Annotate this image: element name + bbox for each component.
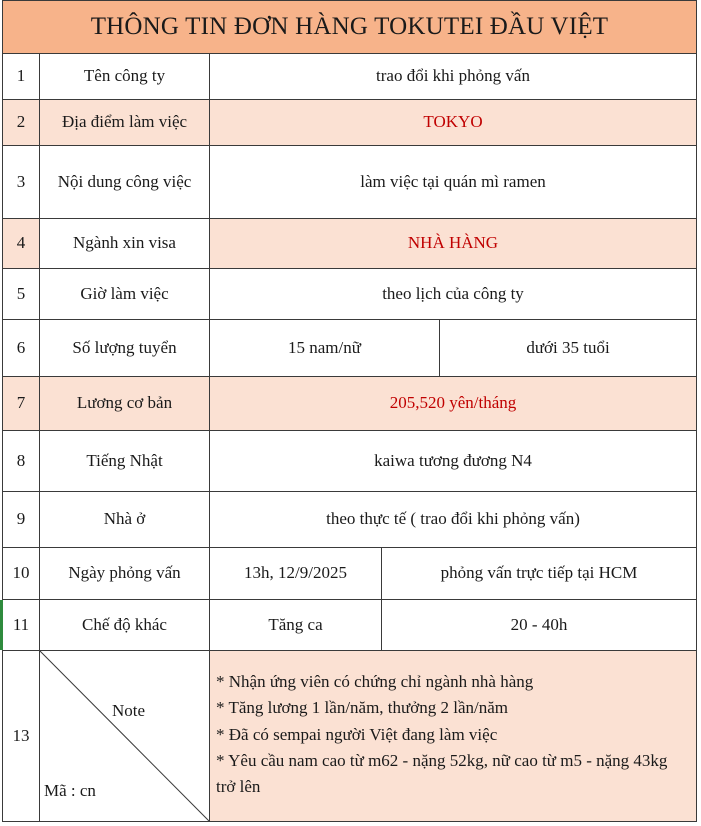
row-value-interview-method: phỏng vấn trực tiếp tại HCM	[382, 548, 697, 600]
row-label-working-hours: Giờ làm việc	[40, 269, 210, 320]
note-line: * Yêu cầu nam cao từ m62 - nặng 52kg, nữ cao từ m5 - nặng 43kg trở lên	[216, 751, 668, 797]
row-label-interview-date: Ngày phỏng vấn	[40, 548, 210, 600]
code-label: Mã : cn	[44, 781, 96, 800]
note-line: * Tăng lương 1 lần/năm, thưởng 2 lần/năm	[216, 698, 508, 718]
row-label-visa-industry: Ngành xin visa	[40, 219, 210, 269]
row-value-company: trao đổi khi phỏng vấn	[210, 54, 697, 100]
row-value-base-salary: 205,520 yên/tháng	[210, 377, 697, 431]
note-label: Note	[112, 701, 146, 720]
row-value-interview-date: 13h, 12/9/2025	[210, 548, 382, 600]
table-title: THÔNG TIN ĐƠN HÀNG TOKUTEI ĐẦU VIỆT	[2, 0, 697, 54]
row-number: 1	[2, 54, 40, 100]
row-value-overtime: Tăng ca	[210, 600, 382, 651]
row-label-japanese: Tiếng Nhật	[40, 431, 210, 492]
row-number: 3	[2, 146, 40, 219]
row-label-job-content: Nội dung công việc	[40, 146, 210, 219]
row-number: 8	[2, 431, 40, 492]
row-label-base-salary: Lương cơ bản	[40, 377, 210, 431]
row-value-housing: theo thực tế ( trao đổi khi phỏng vấn)	[210, 492, 697, 548]
row-value-visa-industry: NHÀ HÀNG	[210, 219, 697, 269]
row-number: 11	[2, 600, 40, 651]
row-value-japanese: kaiwa tương đương N4	[210, 431, 697, 492]
order-info-table	[2, 0, 697, 822]
row-label-recruit-quantity: Số lượng tuyển	[40, 320, 210, 377]
row-number: 10	[2, 548, 40, 600]
row-number: 5	[2, 269, 40, 320]
note-list	[210, 651, 697, 822]
note-diagonal-cell	[40, 651, 210, 822]
row-label-housing: Nhà ở	[40, 492, 210, 548]
row-number: 4	[2, 219, 40, 269]
row-value-age-limit: dưới 35 tuổi	[440, 320, 697, 377]
row-label-location: Địa điểm làm việc	[40, 100, 210, 146]
row-value-working-hours: theo lịch của công ty	[210, 269, 697, 320]
row-number: 9	[2, 492, 40, 548]
row-number: 7	[2, 377, 40, 431]
row-value-location: TOKYO	[210, 100, 697, 146]
row-value-overtime-hours: 20 - 40h	[382, 600, 697, 651]
row-selection-marker	[0, 600, 3, 650]
row-label-company: Tên công ty	[40, 54, 210, 100]
note-line: * Đã có sempai người Việt đang làm việc	[216, 724, 498, 744]
row-number: 2	[2, 100, 40, 146]
row-number: 6	[2, 320, 40, 377]
note-line: * Nhận ứng viên có chứng chỉ ngành nhà hàng	[216, 672, 534, 691]
row-label-other-benefits: Chế độ khác	[40, 600, 210, 651]
row-number: 13	[2, 651, 40, 822]
row-value-recruit-quantity: 15 nam/nữ	[210, 320, 440, 377]
row-value-job-content: làm việc tại quán mì ramen	[210, 146, 697, 219]
